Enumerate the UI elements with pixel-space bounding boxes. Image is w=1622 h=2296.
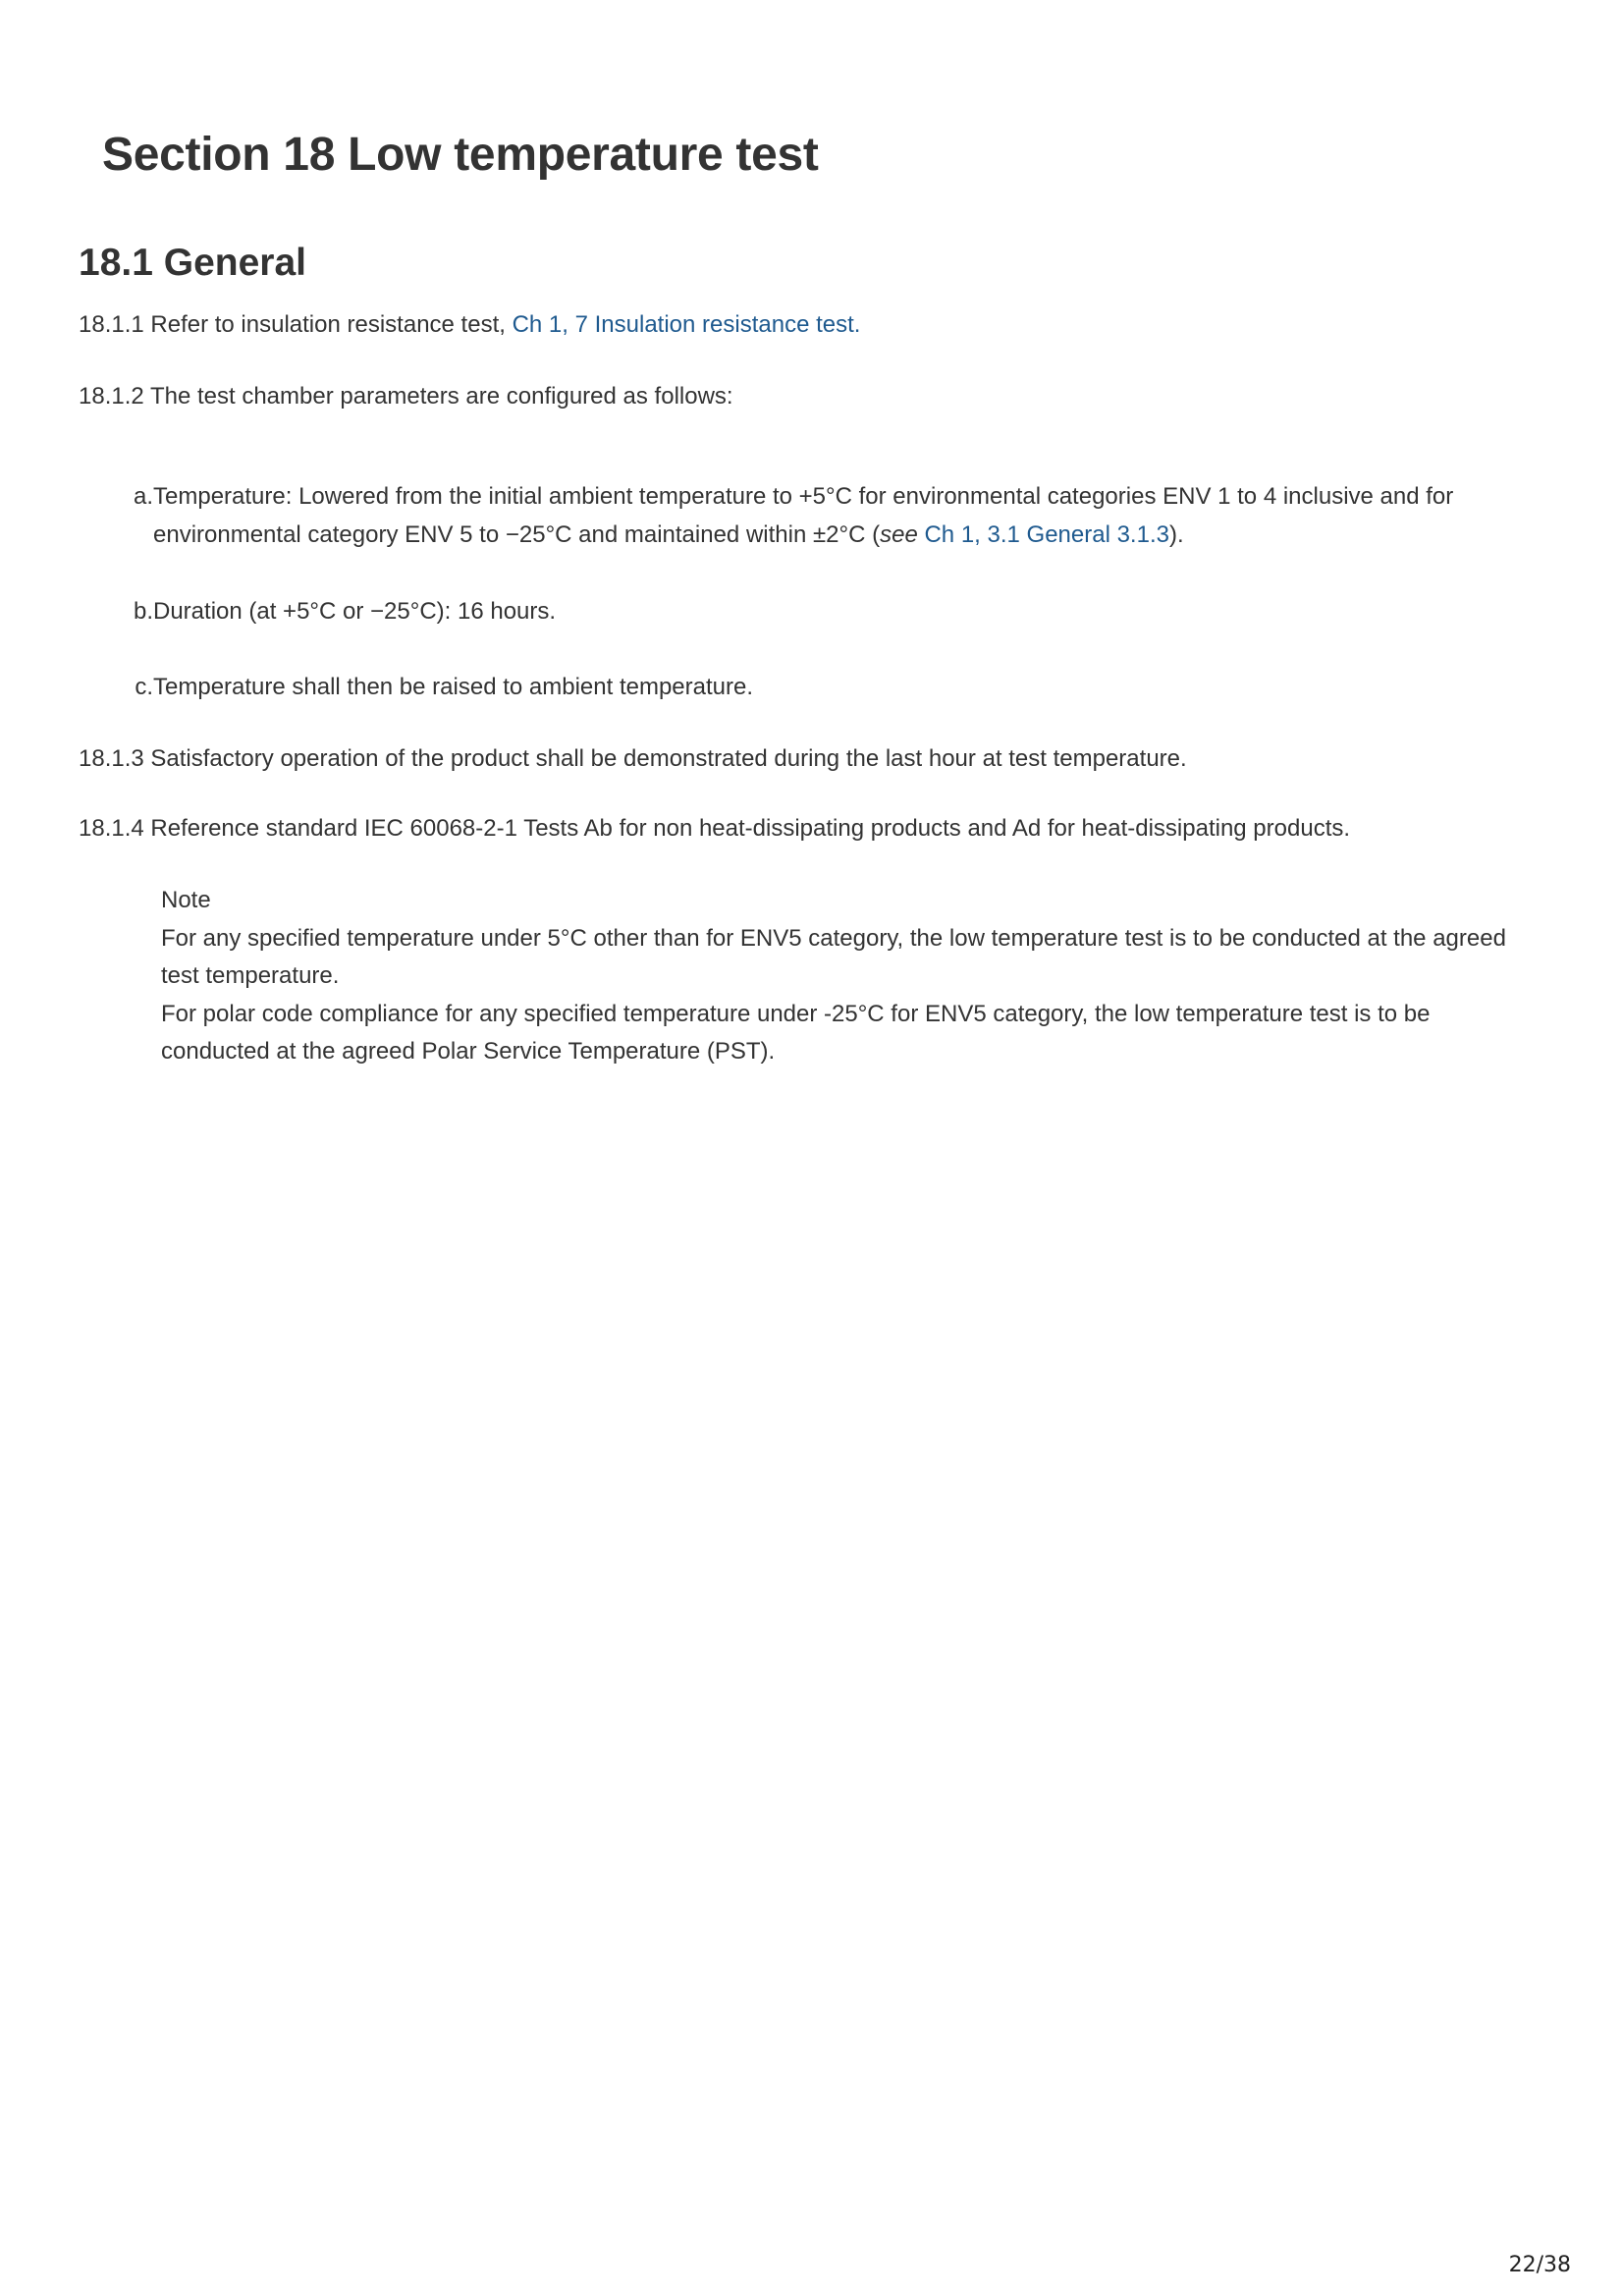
paragraph-18-1-3: 18.1.3 Satisfactory operation of the product shall be demonstrated during the last hour at test temperature. bbox=[79, 745, 1187, 772]
list-item-c-text: Temperature shall then be raised to ambient temperature. bbox=[153, 674, 754, 700]
note-line-1: For any specified temperature under 5°C other than for ENV5 category, the low temperature test is to be conducted at the agreed test temperature. bbox=[161, 924, 1506, 989]
page-number: 22/38 bbox=[1508, 2253, 1571, 2277]
list-item-c bbox=[130, 668, 1543, 706]
list-item-a-line1: Temperature: Lowered from the initial ambient temperature to +5°C for environmental categories ENV 1 to 4 inclusive and for bbox=[153, 483, 1454, 510]
list-item-a-line2 bbox=[130, 516, 1543, 554]
section-title: Section 18 Low temperature test bbox=[102, 129, 819, 181]
note-label: Note bbox=[161, 887, 211, 913]
list-marker-b: b. bbox=[133, 598, 153, 625]
paragraph-18-1-2: 18.1.2 The test chamber parameters are configured as follows: bbox=[79, 383, 733, 410]
list-marker-a: a. bbox=[133, 483, 153, 510]
note-block bbox=[161, 882, 1536, 1071]
see-text: see bbox=[880, 521, 918, 548]
list-marker-c: c. bbox=[135, 674, 153, 700]
list-item-a bbox=[130, 477, 1543, 554]
insulation-resistance-link[interactable]: Ch 1, 7 Insulation resistance test. bbox=[512, 311, 861, 338]
paragraph-18-1-1 bbox=[79, 306, 860, 344]
subsection-title: 18.1 General bbox=[79, 242, 306, 284]
list-item-a-suffix: ). bbox=[1168, 521, 1184, 548]
general-3-1-3-link[interactable]: Ch 1, 3.1 General 3.1.3 bbox=[924, 521, 1169, 548]
list-item-a-line2-text: environmental category ENV 5 to −25°C and maintained within ±2°C ( bbox=[153, 521, 881, 548]
paragraph-18-1-1-text: 18.1.1 Refer to insulation resistance test, bbox=[79, 311, 513, 338]
list-item-b-text: Duration (at +5°C or −25°C): 16 hours. bbox=[153, 598, 557, 625]
list-item-b bbox=[130, 592, 1543, 630]
paragraph-18-1-4: 18.1.4 Reference standard IEC 60068-2-1 Tests Ab for non heat-dissipating products and Ad for heat-dissipating products. bbox=[79, 815, 1351, 842]
note-line-2: For polar code compliance for any specified temperature under -25°C for ENV5 category, the low temperature test is to be conducted at the agreed Polar Service Temperature (PST). bbox=[161, 1000, 1431, 1065]
